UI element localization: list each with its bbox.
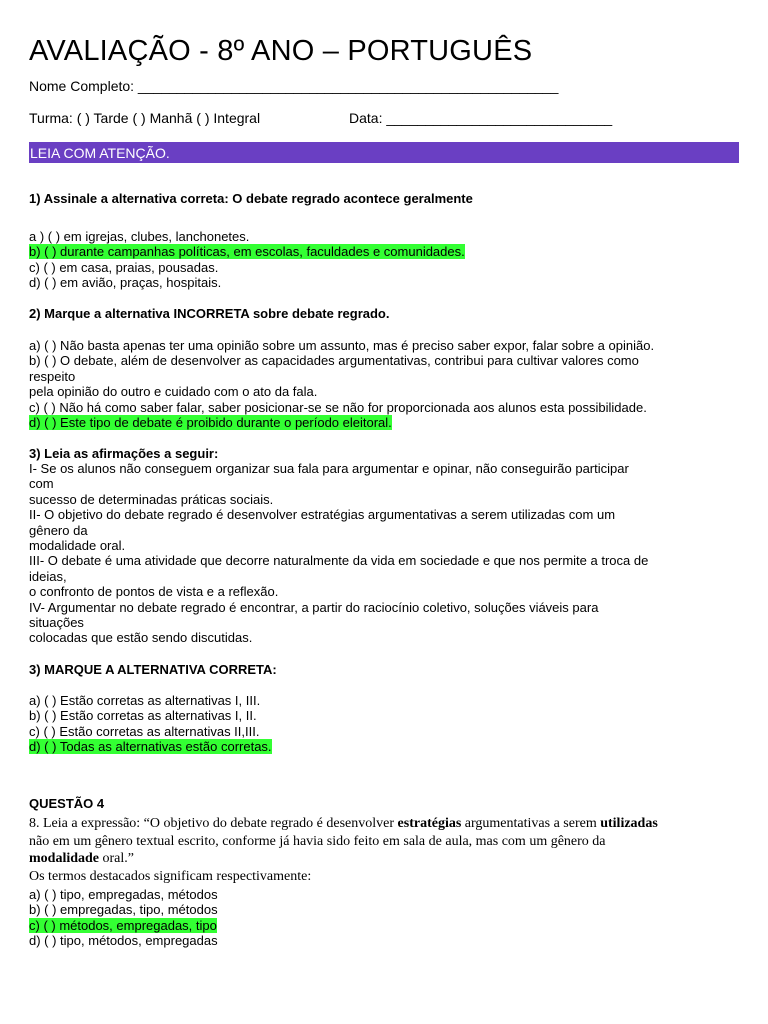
statement-line: II- O objetivo do debate regrado é desenvolver estratégias argumentativas a serem utilizadas com um [29, 507, 616, 523]
statement-line: IV- Argumentar no debate regrado é encontrar, a partir do raciocínio coletivo, soluções viáveis para [29, 599, 599, 615]
statement-line: situações [29, 615, 84, 631]
question-4-title: QUESTÃO 4 [29, 796, 105, 811]
q1-option-b: b) ( ) durante campanhas políticas, em escolas, faculdades e comunidades. [29, 244, 465, 260]
statement-line: I- Se os alunos não conseguem organizar sua fala para argumentar e opinar, não conseguirão participar [29, 461, 629, 476]
statement-line: sucesso de determinadas práticas sociais. [29, 491, 274, 507]
q2-option-d: d) ( ) Este tipo de debate é proibido durante o período eleitoral. [29, 415, 392, 431]
statement-line: III- O debate é uma atividade que decorre naturalmente da vida em sociedade e que nos permite a troca de [29, 553, 649, 569]
q1-option-a: a ) ( ) em igrejas, clubes, lanchonetes. [29, 229, 250, 244]
excerpt-line-4: Os termos destacados significam respectivamente: [29, 868, 312, 884]
class-field: Turma: ( ) Tarde ( ) Manhã ( ) Integral [29, 110, 261, 126]
statement-line: colocadas que estão sendo discutidas. [29, 630, 253, 646]
q4-option-c: c) ( ) métodos, empregadas, tipo [29, 917, 217, 933]
q4-option-a: a) ( ) tipo, empregadas, métodos [29, 887, 218, 902]
q2-option-a: a) ( ) Não basta apenas ter uma opinião sobre um assunto, mas é preciso saber expor, falar sobre a opinião. [29, 338, 655, 353]
banner-text: LEIA COM ATENÇÃO. [30, 145, 170, 161]
q3b-option-a: a) ( ) Estão corretas as alternativas I, III. [29, 693, 261, 708]
q1-option-d: d) ( ) em avião, praças, hospitais. [29, 275, 222, 291]
q2-option-b-cont: pela opinião do outro e cuidado com o ato da fala. [29, 384, 318, 400]
q3b-option-c: c) ( ) Estão corretas as alternativas II,III. [29, 723, 260, 739]
q2-option-b-cont: respeito [29, 368, 76, 384]
question-3-statements [29, 461, 744, 646]
q2-option-b: b) ( ) O debate, além de desenvolver as capacidades argumentativas, contribui para cultivar valores como [29, 353, 639, 369]
question-1-options [29, 229, 744, 291]
question-1-title: 1) Assinale a alternativa correta: O debate regrado acontece geralmente [29, 191, 473, 206]
question-2-options [29, 338, 744, 430]
statement-line: ideias, [29, 568, 67, 584]
q2-option-c: c) ( ) Não há como saber falar, saber posicionar-se se não for proporcionada aos alunos esta possibilidade. [29, 399, 647, 415]
q3b-option-d: d) ( ) Todas as alternativas estão corretas. [29, 739, 272, 755]
q4-option-b: b) ( ) empregadas, tipo, métodos [29, 902, 218, 918]
question-3-title: 3) Leia as afirmações a seguir: [29, 446, 219, 461]
statement-line: com [29, 476, 54, 492]
statement-line: gênero da [29, 522, 88, 538]
question-3b-options [29, 693, 744, 755]
excerpt-line-1: 8. Leia a expressão: “O objetivo do debate regrado é desenvolver estratégias argumentativas a serem utilizadas [29, 816, 658, 831]
q4-option-d: d) ( ) tipo, métodos, empregadas [29, 933, 218, 949]
attention-banner [29, 142, 739, 163]
question-2-title: 2) Marque a alternativa INCORRETA sobre debate regrado. [29, 306, 390, 321]
page-title: AVALIAÇÃO - 8º ANO – PORTUGUÊS [29, 35, 533, 67]
question-4-excerpt [29, 815, 729, 885]
date-field: Data: _____________________________ [349, 110, 613, 126]
question-4-options [29, 887, 744, 949]
statement-line: o confronto de pontos de vista e a reflexão. [29, 584, 279, 600]
q1-option-c: c) ( ) em casa, praias, pousadas. [29, 259, 219, 275]
statement-line: modalidade oral. [29, 538, 126, 554]
excerpt-line-3: modalidade oral.” [29, 851, 134, 866]
q3b-option-b: b) ( ) Estão corretas as alternativas I, II. [29, 708, 257, 724]
question-3b-title: 3) MARQUE A ALTERNATIVA CORRETA: [29, 662, 277, 677]
name-field: Nome Completo: ______________________________________________________ [29, 78, 559, 94]
excerpt-line-2: não em um gênero textual escrito, conforme já havia sido feito em sala de aula, mas com um gênero da [29, 833, 606, 849]
